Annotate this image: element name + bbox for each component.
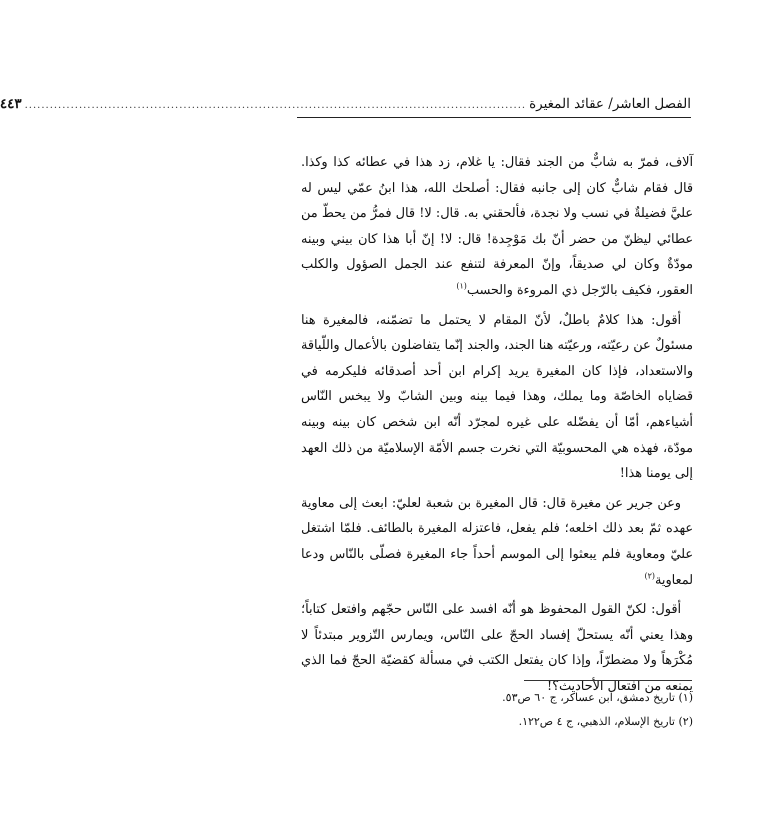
- header-leader-dots: ........................................................................................................................: [24, 100, 527, 111]
- page-number: ٤٤٣: [0, 96, 22, 112]
- footnote: (١) تاريخ دمشق، ابن عساكر، ج ٦٠ ص٥٣.: [502, 691, 693, 704]
- paragraph-text: أقول: هذا كلامٌ باطلٌ، لأنّ المقام لا يحتمل ما تضمّنه، فالمغيرة هنا مسئولٌ عن رعيّته، ورعيّته هنا الجند، والجند إنّما يتفاضلون بالأعمال واللّياقة والاستعداد، فإذا كان المغيرة يريد إكرام ابن أحد أصدقائه فليكرمه في قضاياه الخاصّة وما يملك، وهذا فيما بينه وبين الشابّ ولا يبخس النّاس أشياءهم، أمّا أن يفضّله على غيره لمجرّد أنّه ابن شخص كان بينه وبينه مودّة، فهذه هي المحسوبيّة التي نخرت جسم الأمّة الإسلاميّة من ذلك العهد إلى يومنا هذا!: [301, 312, 693, 482]
- footnotes: [301, 686, 693, 734]
- footnote-rule: [524, 680, 692, 681]
- paragraph: [301, 150, 693, 304]
- paragraph-text: أقول: لكنّ القول المحفوظ هو أنّه افسد على النّاس حجّهم وافتعل كتاباً؛ وهذا يعني أنّه يستحلّ إفساد الحجّ على النّاس، ويمارس التّزوير مبتدئاً لا مُكْرَهاً ولا مضطرّاً، وإذا كان يفتعل الكتب في مسألة كقضيّة الحجّ فما الذي يمنعه من افتعال الأحاديث؟!: [301, 602, 693, 694]
- header-rule: [297, 117, 691, 118]
- footnote: (٢) تاريخ الإسلام، الذهبي، ج ٤ ص١٢٢.: [518, 715, 693, 728]
- paragraph: [301, 597, 693, 699]
- paragraph: [301, 308, 693, 487]
- running-header: [0, 96, 691, 112]
- footnote-ref: (٢): [644, 571, 656, 581]
- paragraph-text: وعن جرير عن مغيرة قال: قال المغيرة بن شعبة لعليّ: ابعث إلى معاوية عهده ثمّ بعد ذلك اخلعه؛ فلم يفعل، فاعتزله المغيرة بالطائف. فلمّا اشتغل عليّ ومعاوية فلم يبعثوا إلى الموسم أحداً جاء المغيرة فصلّى بالنّاس ودعا لمعاوية: [301, 495, 693, 588]
- paragraph: [301, 491, 693, 593]
- paragraph-text: آلاف، فمرّ به شابٌّ من الجند فقال: يا غلام، زد هذا في عطائه كذا وكذا. قال فقام شابٌّ كان إلى جانبه فقال: أصلحك الله، هذا ابنُ عمّي ليس له عليَّ فضيلةٌ في نسب ولا نجدة، فألحقني به. قال: لا! قال فمرُّ من يحطّ من عطائي ليظنّ من حضر أنّ بك مَوْجِدة! قال: لا! إنّ أبا هذا كان بيني وبينه مودّةٌ وكان لي صديقاً، وإنّ المعرفة لتنفع عند الجمل الصؤول والكلب العقور، فكيف بالرّجل ذي المروءة والحسب: [301, 155, 693, 298]
- footnote-ref: (١): [456, 281, 467, 291]
- main-text: [301, 150, 693, 703]
- chapter-title: الفصل العاشر/ عقائد المغيرة: [529, 96, 691, 112]
